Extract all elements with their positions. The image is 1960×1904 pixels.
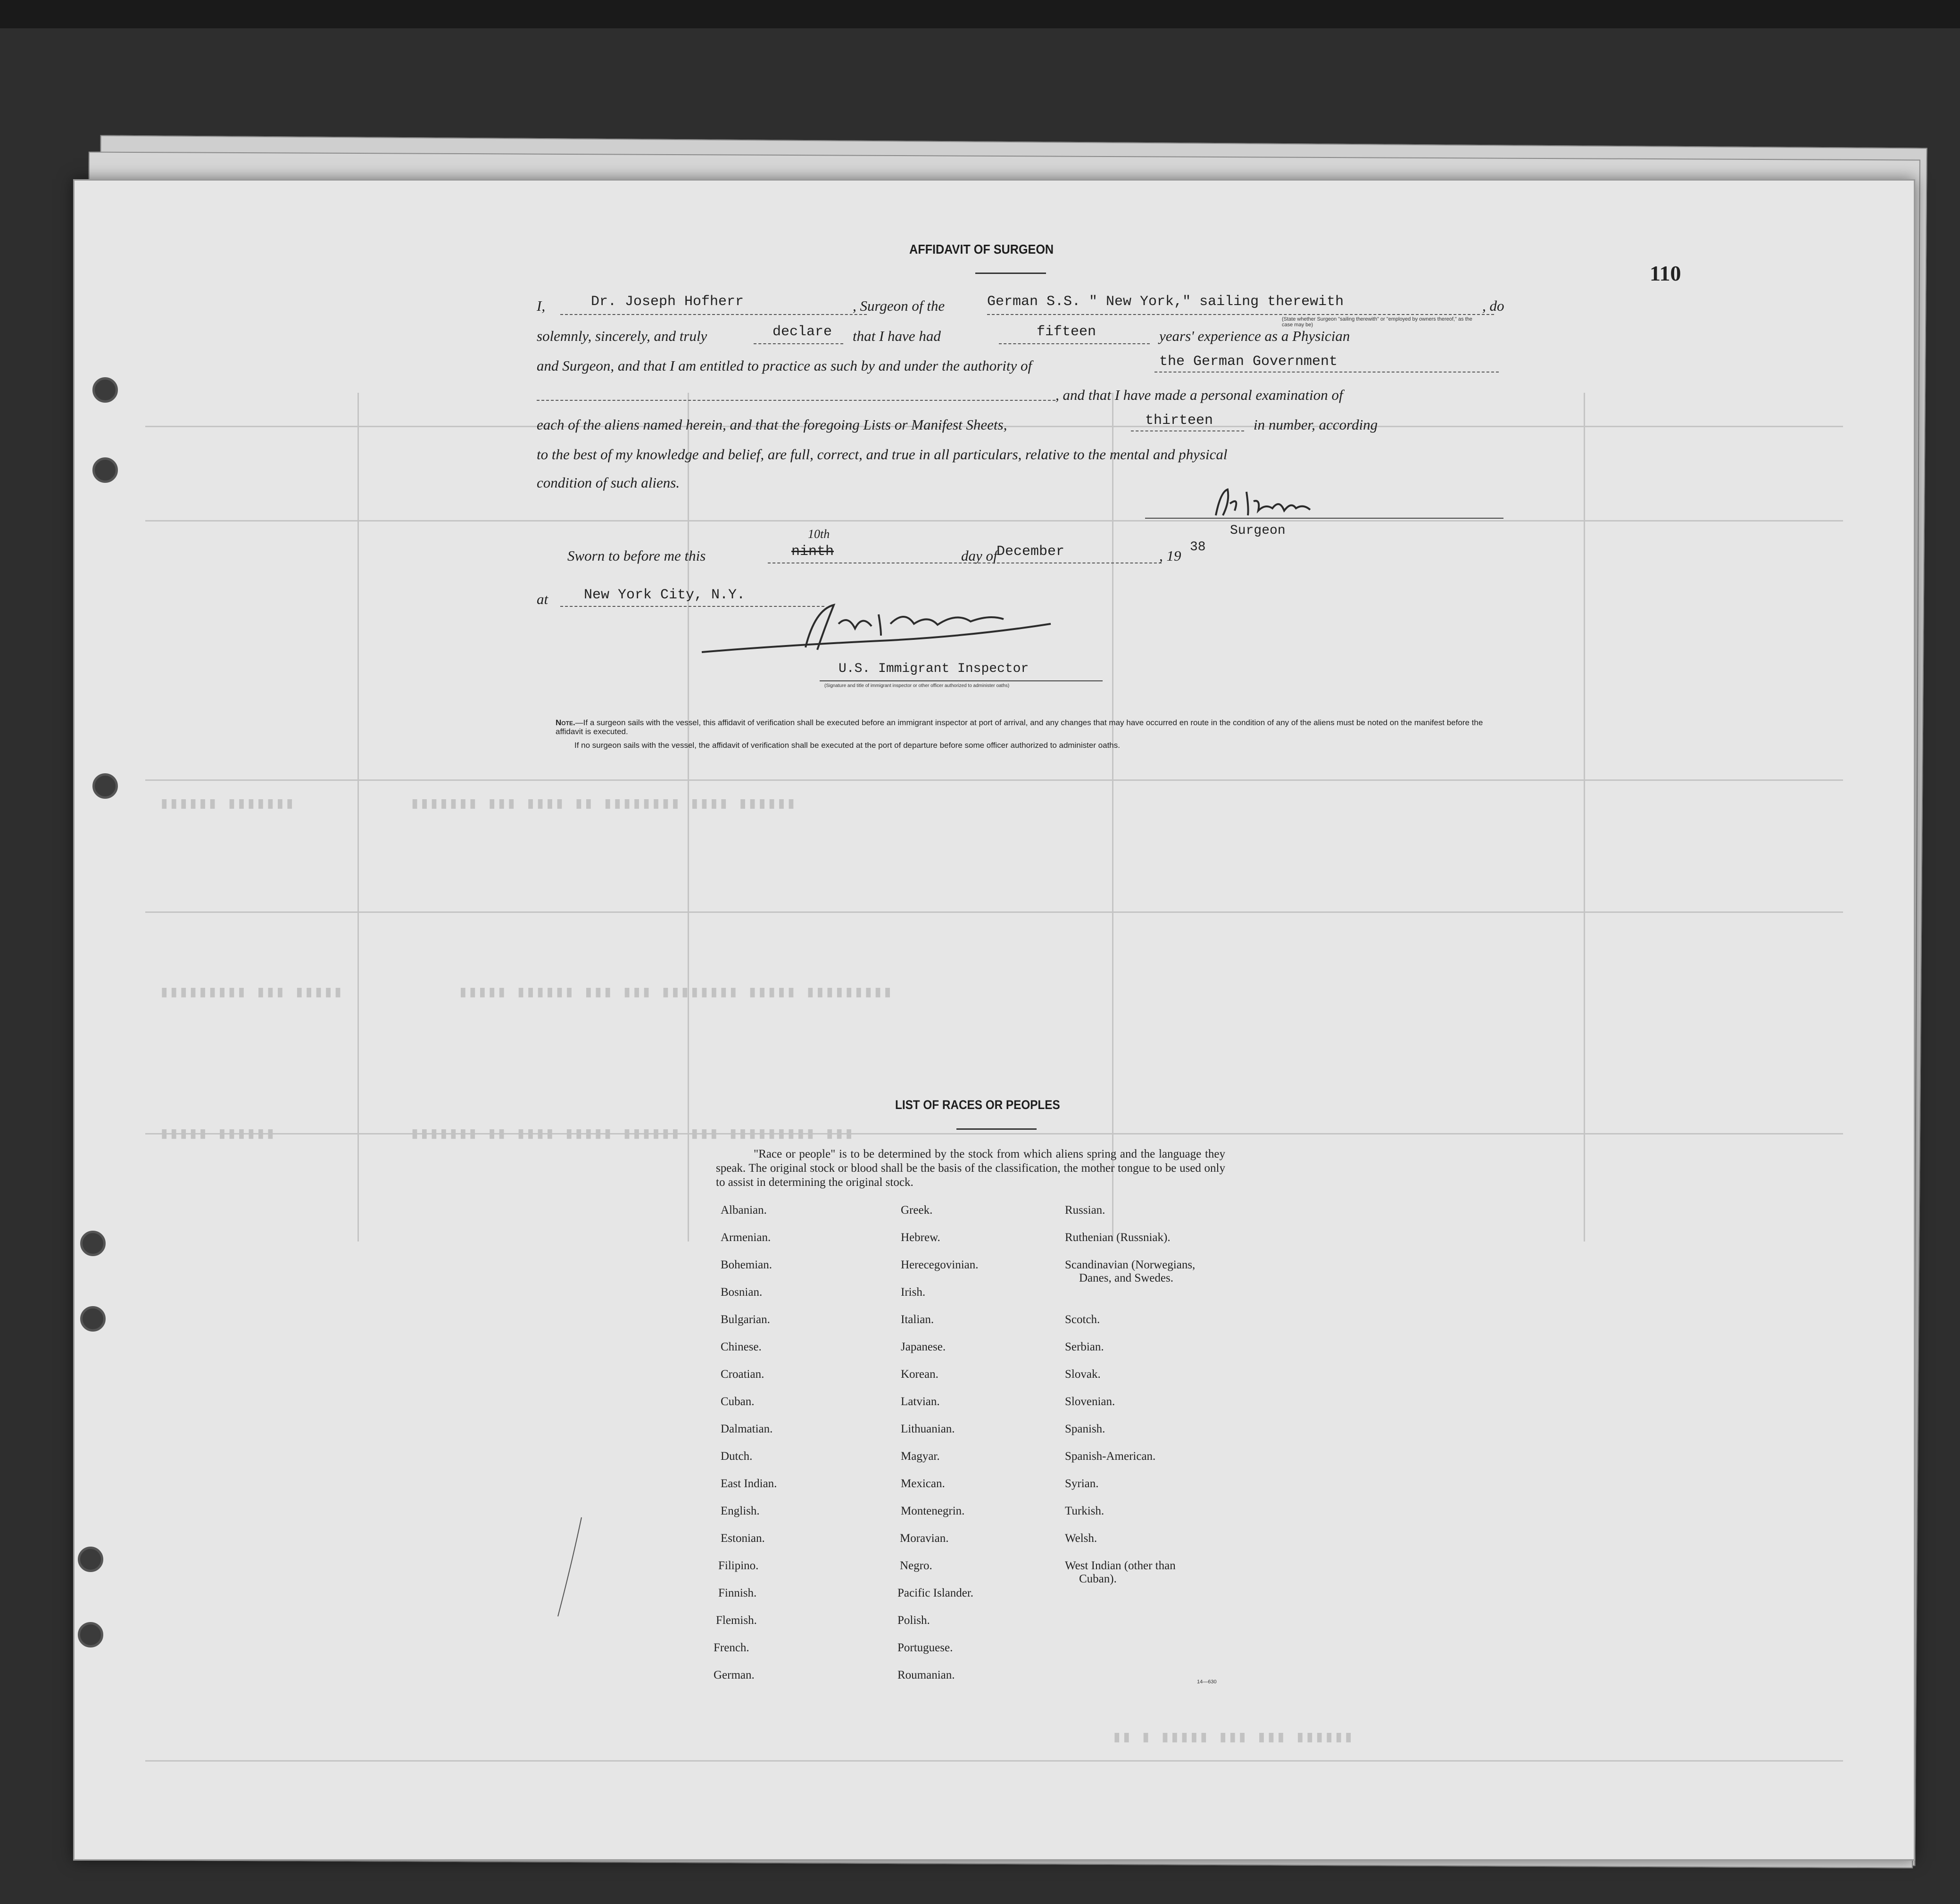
line5-pre: each of the aliens named herein, and that the foregoing Lists or Manifest Sheets, [537, 416, 1007, 433]
race-item: Serbian. [1065, 1341, 1104, 1353]
surgeon-name-line [560, 314, 867, 315]
line2-pre: solemnly, sincerely, and truly [537, 328, 707, 344]
at-place: New York City, N.Y. [584, 587, 746, 603]
inspector-signature-line [820, 680, 1103, 681]
sworn-day-struck: ninth [791, 544, 834, 560]
blank-line [537, 400, 1055, 401]
race-item: Montenegrin. [901, 1505, 965, 1517]
race-item: West Indian (other than [1065, 1559, 1176, 1572]
years-experience: fifteen [1037, 324, 1096, 340]
races-title-underline [956, 1128, 1037, 1130]
race-item: Japanese. [901, 1341, 946, 1353]
race-item: German. [714, 1669, 755, 1681]
race-item: Italian. [901, 1313, 934, 1326]
line1-end: , do [1482, 298, 1504, 314]
line7: condition of such aliens. [537, 474, 680, 491]
race-item: Chinese. [721, 1341, 762, 1353]
binder-hole [92, 773, 118, 799]
race-item: English. [721, 1505, 760, 1517]
race-item: Croatian. [721, 1368, 764, 1381]
race-item: Dalmatian. [721, 1423, 773, 1435]
sworn-year-prefix: , 19 [1159, 547, 1181, 564]
authority: the German Government [1159, 354, 1338, 370]
race-item: Flemish. [716, 1614, 757, 1627]
race-item: Slovenian. [1065, 1395, 1115, 1408]
line1-pre: I, [537, 298, 546, 314]
line2-mid: that I have had [853, 328, 941, 344]
form-code: 14—630 [1197, 1679, 1217, 1685]
race-item: Dutch. [721, 1450, 753, 1463]
binder-hole [92, 457, 118, 483]
binder-hole [92, 377, 118, 403]
race-item: Danes, and Swedes. [1079, 1272, 1173, 1284]
race-item: Finnish. [718, 1587, 757, 1599]
surgeon-signature-line [1145, 518, 1503, 519]
race-item: Cuban). [1079, 1573, 1117, 1585]
race-item: Mexican. [901, 1477, 945, 1490]
inspector-label: U.S. Immigrant Inspector [839, 662, 1029, 676]
race-item: Armenian. [721, 1231, 771, 1244]
at-pre: at [537, 591, 548, 607]
race-item: Pacific Islander. [897, 1587, 974, 1599]
race-item: Hebrew. [901, 1231, 940, 1244]
sworn-mid: day of [961, 547, 997, 564]
race-item: Greek. [901, 1204, 933, 1217]
line3-pre: and Surgeon, and that I am entitled to practice as such by and under the authority of [537, 357, 1032, 374]
declare-word: declare [772, 324, 832, 340]
race-item: Korean. [901, 1368, 938, 1381]
race-item: Lithuanian. [901, 1423, 955, 1435]
races-title: LIST OF RACES OR PEOPLES [895, 1098, 1060, 1112]
verification-note-2: If no surgeon sails with the vessel, the affidavit of verification shall be executed at the port of departure before some officer authorized to administer oaths. [574, 741, 1120, 750]
race-item: Scotch. [1065, 1313, 1100, 1326]
line4: , and that I have made a personal examination of [1055, 387, 1343, 403]
race-item: Slovak. [1065, 1368, 1101, 1381]
declare-line [754, 343, 843, 344]
affidavit-title: AFFIDAVIT OF SURGEON [909, 242, 1054, 257]
race-item: Spanish. [1065, 1423, 1105, 1435]
authority-line [1154, 372, 1499, 373]
race-item: Ruthenian (Russniak). [1065, 1231, 1171, 1244]
vessel-name: German S.S. " New York," sailing therewith [987, 294, 1344, 310]
race-item: Turkish. [1065, 1505, 1105, 1517]
race-item: Herecegovinian. [901, 1258, 979, 1271]
verification-note [556, 718, 1489, 736]
race-item: Polish. [897, 1614, 930, 1627]
race-item: Irish. [901, 1286, 926, 1299]
race-item: Latvian. [901, 1395, 940, 1408]
sheet-count-line [1131, 430, 1244, 431]
binder-hole [80, 1306, 106, 1332]
binder-hole [80, 1231, 106, 1256]
race-item: Albanian. [721, 1204, 767, 1217]
binder-hole [78, 1622, 103, 1647]
race-item: Magyar. [901, 1450, 940, 1463]
vessel-hint: (State whether Surgeon "sailing therewith" or "employed by owners thereof," as the case may be) [1282, 316, 1472, 328]
note-text-1: —If a surgeon sails with the vessel, this affidavit of verification shall be executed before an immigrant inspector at port of arrival, and any changes that may have occurred en route in the condition of any of the aliens must be noted on the manifest before the affidavit is executed. [556, 718, 1483, 736]
race-item: Bosnian. [721, 1286, 763, 1299]
manifest-page: ▮▮▮▮▮▮ ▮▮▮▮▮▮▮ ▮▮▮▮▮▮▮ ▮▮▮ ▮▮▮▮ ▮▮ ▮▮▮▮▮▮▮▮ ▮▮▮▮ ▮▮▮▮▮▮ ▮▮▮▮▮▮▮▮▮ ▮▮▮ ▮▮▮▮▮ ▮▮▮▮▮ ▮▮▮▮▮▮ ▮▮▮ ▮▮▮ ▮▮▮▮▮▮▮▮ ▮▮▮▮▮ ▮▮▮▮▮▮▮▮▮ ▮▮▮▮▮ ▮▮▮▮▮▮ ▮▮▮▮▮▮▮ ▮▮ ▮▮▮▮ ▮▮▮▮▮ ▮▮▮▮▮▮ ▮▮▮ ▮▮▮▮▮▮▮▮▮ ▮▮▮ ▮▮ ▮ ▮▮▮▮▮ ▮▮▮ ▮▮▮ ▮▮▮▮▮▮ AFFIDAVIT OF SURGEON 110 I, Dr. Joseph Hofherr , Surgeon of the German S.S. " New York," sailing therewith , do (State whether Surgeon "sailing therewith" or "employed by owners thereof," as the case may be) solemnly, sincerely, and truly declare that I have had fifteen years' experience as a Physician and Surgeon, and that I am entitled to practice as such by and under the authority of the German Government , and that I have made a personal examination of each of the aliens named herein, and that the foregoing Lists or Manifest Sheets, thirteen in number, according to the best of my knowledge and belief, are full, correct, and true in all particulars, relative to the mental and physical condition of such aliens. Surgeon Sworn to before me this ninth 10th day of December , 19 38 at New York City, N.Y. U.S. Immigrant Inspector (Signature and title of immigrant inspector or other officer authorized to administer oaths) Note.—If a surgeon sails with the vessel, this affidavit of verification shall be executed before an immigrant inspector at port of arrival, and any changes that may have occurred en route in the condition of any of the aliens must be noted on the manifest before the affidavit is executed. If no surgeon sails with the vessel, the affidavit of verification shall be executed at the port of departure before some officer authorized to administer oaths. LIST OF RACES OR PEOPLES "Race or people" is to be determined by the stock from which aliens spring and the language they speak. The original stock or blood shall be the basis of the classification, the mother tongue to be used only to assist in determining the original stock. Albanian. Armenian. Bohemian. Bosnian. Bulgarian. Chinese. Croatian. Cuban. Dalmatian. Dutch. East Indian. English. Estonian. Filipino. Finnish. Flemish. French. German. Greek. Hebrew. Herecegovinian. Irish. Italian. Japanese. Korean. Latvian. Lithuanian. Magyar. Mexican. Montenegrin. Moravian. Negro. Pacific Islander. Polish. Portuguese. Roumanian. Russian. Ruthenian (Russniak). Scandinavian (Norwegians, Danes, and Swedes. Scotch. Serbian. Slovak. Slovenian. Spanish. Spanish-American. Syrian. Turkish. Welsh. West Indian (other than Cuban). 14—630 [73, 179, 1915, 1861]
sheet-count: thirteen [1145, 413, 1213, 429]
sworn-year-suffix: 38 [1190, 540, 1206, 555]
surgeon-name: Dr. Joseph Hofherr [591, 294, 744, 310]
scanner-top-strip [0, 0, 1960, 28]
race-item: Syrian. [1065, 1477, 1099, 1490]
race-item: Bulgarian. [721, 1313, 770, 1326]
line5-end: in number, according [1254, 416, 1378, 433]
line2-end: years' experience as a Physician [1159, 328, 1350, 344]
race-item: Bohemian. [721, 1258, 772, 1271]
race-item: East Indian. [721, 1477, 777, 1490]
vessel-line [987, 314, 1494, 315]
note-label: Note. [556, 718, 575, 727]
years-line [999, 343, 1150, 344]
race-item: Roumanian. [897, 1669, 955, 1681]
page-number: 110 [1650, 261, 1681, 285]
race-item: Negro. [900, 1559, 932, 1572]
stray-pen-mark [556, 1515, 584, 1619]
race-item: Russian. [1065, 1204, 1105, 1217]
title-underline [975, 273, 1046, 274]
sworn-pre: Sworn to before me this [567, 547, 706, 564]
race-item: French. [714, 1641, 749, 1654]
sworn-month: December [997, 544, 1065, 560]
race-item: Welsh. [1065, 1532, 1097, 1545]
surgeon-label: Surgeon [1230, 523, 1286, 538]
sworn-day-corrected: 10th [808, 527, 830, 541]
race-item: Moravian. [900, 1532, 949, 1545]
inspector-signature [692, 596, 1088, 666]
race-item: Portuguese. [897, 1641, 953, 1654]
binder-hole [78, 1547, 103, 1572]
race-item: Filipino. [718, 1559, 759, 1572]
line6: to the best of my knowledge and belief, are full, correct, and true in all particulars, relative to the mental and physical [537, 446, 1228, 463]
race-item: Scandinavian (Norwegians, [1065, 1258, 1196, 1271]
race-item: Cuban. [721, 1395, 755, 1408]
line1-mid: , Surgeon of the [853, 298, 945, 314]
races-intro: "Race or people" is to be determined by the stock from which aliens spring and the language they speak. The original stock or blood shall be the basis of the classification, the mother tongue to be used only to assist in determining the original stock. [716, 1148, 1225, 1189]
inspector-hint: (Signature and title of immigrant inspector or other officer authorized to administer oaths) [824, 683, 1010, 688]
race-item: Estonian. [721, 1532, 765, 1545]
race-item: Spanish-American. [1065, 1450, 1156, 1463]
